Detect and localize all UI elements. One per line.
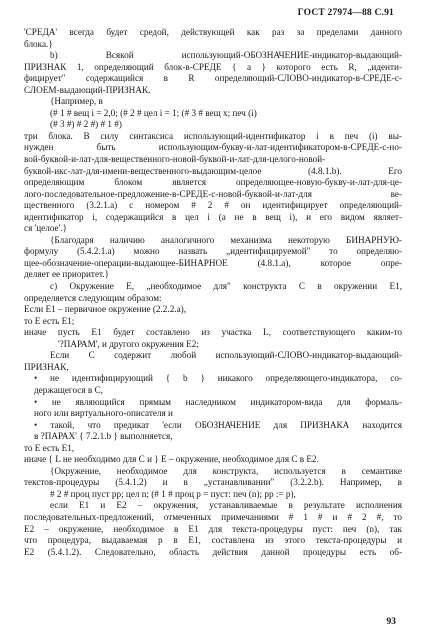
- text-line: то Е есть Е1,: [24, 442, 75, 453]
- text-line: последовательных-предложений, отмеченных примечаниями # 1 # и # 2 #, то: [24, 511, 402, 522]
- text-line: деляет ее приоритет.}: [24, 269, 110, 280]
- text-line: ПРИЗНАК 1, определяющий блок-в-СРЕДЕ { a } которого есть R, „иденти-: [24, 61, 402, 72]
- text-line: Е2 (5.4.1.2). Следовательно, область действия данной процедуры есть об-: [24, 546, 402, 557]
- page-header: ГОСТ 27974—88 С.91: [297, 8, 394, 18]
- text-line: {Благодаря наличию аналогичного механизма некоторую БИНАРНУЮ-: [50, 234, 402, 245]
- text-line: вой-буквой-и-лат-для-вещественного-новой-буквой-и-лат-для-целого-новой-: [24, 154, 326, 165]
- text-line: • не идентифицирующий { b } никакого определяющего-индикатора, со-: [34, 373, 402, 384]
- text-line: • не являющийся прямым наследником индикатором-вида для формаль-: [34, 396, 402, 407]
- text-line: (# 1 # вещ i = 2,0; (# 2 # цел i = 1; (# 3 # вещ х; печ (i): [50, 107, 257, 118]
- text-line: если Е1 и Е2 – окружения, устанавливаемые в результате исполнения: [50, 500, 402, 511]
- text-line: определяющим блоком является определяющее-новую-букву-и-лат-для-це-: [24, 177, 402, 188]
- text-line: ПРИЗНАК,: [24, 361, 69, 372]
- text-line: блока.}: [24, 38, 53, 49]
- text-line: формулу (5.4.2.1.a) можно назвать „идентифицируемой" то определяю-: [24, 246, 402, 257]
- text-line: текстов-процедуры (5.4.1.2) и в „устанавливании" (3.2.2.b). Например, в: [24, 477, 402, 488]
- text-line: держащегося в С,: [34, 384, 103, 395]
- text-line: Е2 – окружение, необходимое в Е1 для текста-процедуры пуст: печ (n), так: [24, 523, 402, 534]
- text-line: '?ПАРАМ', и другого окружения Е2;: [58, 338, 199, 349]
- text-line: щее-обозначение-операции-выдающее-БИНАРНОЕ (4.8.1.a), которое опре-: [24, 257, 402, 268]
- body-text: [24, 27, 402, 558]
- text-line: определяется следующим образом:: [24, 292, 162, 303]
- text-line: {Окружение, необходимое для конструкта, используется в семантике: [50, 465, 402, 476]
- page-number: 93: [386, 617, 396, 627]
- text-line: СЛОЕМ-выдающий-ПРИЗНАК.: [24, 84, 151, 95]
- text-line: буквой-икс-лат-для-имени-вещественного-выдающим-целое (4.8.1.b). Его: [24, 165, 402, 176]
- text-line: c) Окружение Е, „необходимое для" конструкта С в окружении Е1,: [50, 281, 402, 292]
- text-line: Если Е1 – первичное окружение (2.2.2.a),: [24, 304, 187, 315]
- text-line: b) Всякой использующий-ОБОЗНАЧЕНИЕ-индикатор-выдающий-: [50, 50, 402, 61]
- text-line: (# 3 #) # 2 #) # 1 #): [50, 119, 122, 130]
- text-line: # 2 # проц пуст рр; цел n; (# 1 # проц p = пуст: печ (n); рр := p),: [50, 488, 296, 499]
- text-line: 'СРЕДА' всегда будет средой, действующей как раз за пределами данного: [24, 27, 402, 37]
- text-line: иначе пусть Е1 будет составлено из участка L, соответствующего каким-то: [24, 327, 402, 338]
- text-line: в ?ПАРАХ' { 7.2.1.b } выполняется,: [34, 431, 173, 442]
- text-line: то Е есть Е1;: [24, 315, 75, 326]
- text-line: {Например, в: [50, 96, 103, 107]
- text-line: Если С содержит любой использующий-СЛОВО-индикатор-выдающий-: [50, 350, 402, 361]
- text-line: щественного (3.2.1.a) с номером # 2 # он идентифицирует определяющий-: [24, 200, 402, 211]
- text-line: что процедура, выдаваемая p в Е1, составлена из этого текста-процедуры и: [24, 535, 402, 546]
- text-line: идентификатор i, содержащийся в цел i (а не в вещ i), и его видом являет-: [24, 211, 402, 222]
- text-line: иначе { L не необходимо для С и } Е – окружение, необходимое для С в Е2.: [24, 454, 319, 465]
- text-line: лого-последовательное-предложение-в-СРЕДЕ-с-новой-буквой-и-лат-для ве-: [24, 188, 402, 199]
- text-line: фицирует" содержащийся в R определяющий-СЛОВО-индикатор-в-СРЕДЕ-с-: [24, 73, 402, 84]
- text-line: ся 'целое'.}: [24, 223, 67, 234]
- text-line: три блока. В силу синтаксиса использующий-идентификатор i в печ (i) вы-: [24, 130, 402, 141]
- text-line: ного или виртуального-описателя и: [34, 408, 173, 419]
- text-line: нужден быть использующим-букву-и-лат-идентификатором-в-СРЕДЕ-с-но-: [24, 142, 402, 153]
- text-line: • такой, что предикат 'если ОБОЗНАЧЕНИЕ для ПРИЗНАКА находится: [34, 419, 402, 430]
